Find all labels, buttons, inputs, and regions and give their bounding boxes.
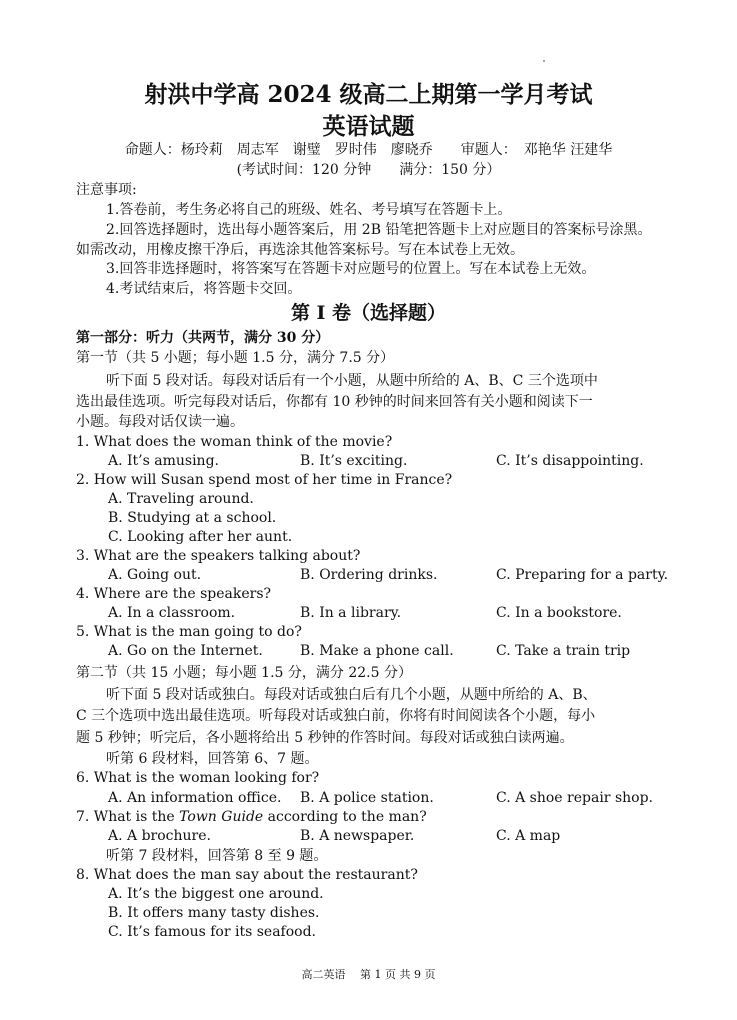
volume-title: 第 I 卷（选择题） xyxy=(290,302,447,324)
option-a: A. It’s the biggest one around. xyxy=(108,886,324,902)
exam-info: (考试时间：120 分钟 满分：150 分） xyxy=(236,162,501,178)
option-a: A. Go on the Internet. xyxy=(108,643,263,659)
section1-heading: 第一节（共 5 小题；每小题 1.5 分，满分 7.5 分） xyxy=(76,350,395,366)
notice-heading: 注意事项: xyxy=(76,182,137,198)
question-stem: 4. Where are the speakers? xyxy=(76,586,272,602)
option-c: C. A shoe repair shop. xyxy=(496,790,653,806)
option-a: A. Traveling around. xyxy=(108,491,254,507)
question-stem xyxy=(76,808,427,827)
section2-instruction: C 三个选项中选出最佳选项。听每段对话或独白前，你将有时间阅读各个小题，每小 xyxy=(76,708,596,724)
exam-subtitle: 英语试题 xyxy=(322,113,415,140)
question-stem: 3. What are the speakers talking about? xyxy=(76,548,361,564)
section1-instruction: 选出最佳选项。听完每段对话后，你都有 10 秒钟的时间来回答有关小题和阅读下一 xyxy=(76,394,593,410)
option-c: C. Preparing for a party. xyxy=(496,567,669,583)
section2-instruction: 听下面 5 段对话或独白。每段对话或独白后有几个小题，从题中所给的 A、B、 xyxy=(106,687,597,703)
scan-speck xyxy=(543,60,545,62)
exam-title: 射洪中学高 2024 级高二上期第一学月考试 xyxy=(144,81,593,108)
stem-text: according to the man? xyxy=(263,809,427,825)
option-b: B. Make a phone call. xyxy=(300,643,454,659)
option-c: C. It’s disappointing. xyxy=(496,453,644,469)
option-c: C. Take a train trip xyxy=(496,643,631,659)
material-note: 听第 7 段材料，回答第 8 至 9 题。 xyxy=(106,848,328,864)
authors-line: 命题人：杨玲莉 周志军 谢璧 罗时伟 廖晓乔 审题人： 邓艳华 汪建华 xyxy=(124,142,613,158)
section2-heading: 第二节（共 15 小题；每小题 1.5 分，满分 22.5 分） xyxy=(76,665,412,681)
section1-instruction: 听下面 5 段对话。每段对话后有一个小题，从题中所给的 A、B、C 三个选项中 xyxy=(106,373,598,389)
stem-italic-title: Town Guide xyxy=(179,809,264,825)
notice-item: 1.答卷前，考生务必将自己的班级、姓名、考号填写在答题卡上。 xyxy=(106,202,512,218)
option-c: C. It’s famous for its seafood. xyxy=(108,924,316,940)
question-stem: 2. How will Susan spend most of her time in France? xyxy=(76,472,453,488)
question-stem: 5. What is the man going to do? xyxy=(76,624,302,640)
option-b: B. A newspaper. xyxy=(300,828,415,844)
page-footer: 高二英语 第 1 页 共 9 页 xyxy=(301,968,436,981)
section1-instruction: 小题。每段对话仅读一遍。 xyxy=(76,414,244,430)
option-c: C. In a bookstore. xyxy=(496,605,622,621)
notice-item: 3.回答非选择题时，将答案写在答题卡对应题号的位置上。写在本试卷上无效。 xyxy=(106,261,596,277)
question-stem: 8. What does the man say about the restaurant? xyxy=(76,867,418,883)
question-stem: 6. What is the woman looking for? xyxy=(76,770,320,786)
option-a: A. Going out. xyxy=(108,567,202,583)
notice-item: 4.考试结束后，将答题卡交回。 xyxy=(106,281,302,297)
option-b: B. Ordering drinks. xyxy=(300,567,438,583)
notice-item: 如需改动，用橡皮擦干净后，再选涂其他答案标号。写在本试卷上无效。 xyxy=(76,242,524,258)
option-b: B. It’s exciting. xyxy=(300,453,408,469)
stem-text: 7. What is the xyxy=(76,809,180,825)
option-b: B. A police station. xyxy=(300,790,434,806)
section2-instruction: 题 5 秒钟；听完后，各小题将给出 5 秒钟的作答时间。每段对话或独白读两遍。 xyxy=(76,730,574,746)
notice-item: 2.回答选择题时，选出每小题答案后，用 2B 铅笔把答题卡上对应题目的答案标号涂黑。 xyxy=(106,222,652,238)
option-a: A. An information office. xyxy=(108,790,282,806)
option-c: C. A map xyxy=(496,828,561,844)
material-note: 听第 6 段材料，回答第 6、7 题。 xyxy=(106,751,319,767)
option-b: B. In a library. xyxy=(300,605,402,621)
part1-heading: 第一部分：听力（共两节，满分 30 分） xyxy=(76,330,330,346)
option-a: A. In a classroom. xyxy=(108,605,236,621)
option-b: B. Studying at a school. xyxy=(108,510,277,526)
option-c: C. Looking after her aunt. xyxy=(108,529,293,545)
question-stem: 1. What does the woman think of the movie? xyxy=(76,434,393,450)
option-a: A. It’s amusing. xyxy=(108,453,219,469)
option-b: B. It offers many tasty dishes. xyxy=(108,905,320,921)
option-a: A. A brochure. xyxy=(108,828,211,844)
